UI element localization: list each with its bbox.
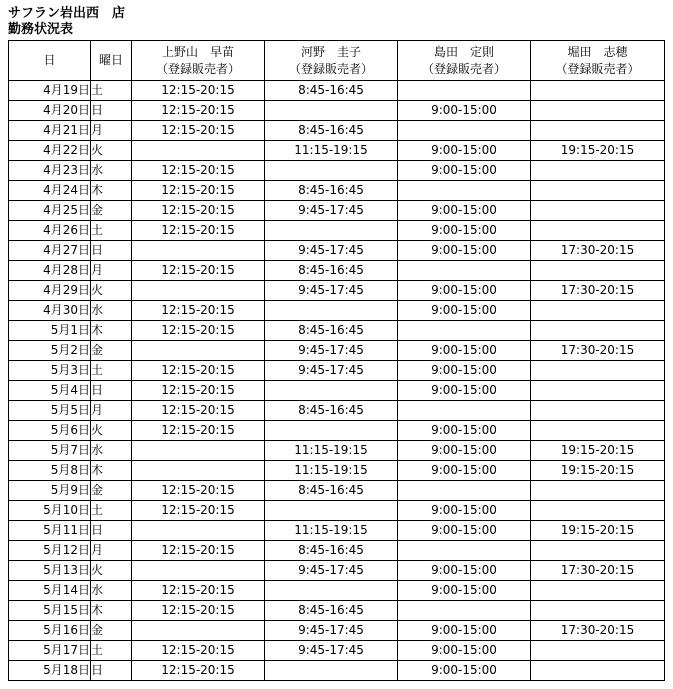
shift-cell-staff-1: 12:15-20:15 [132, 201, 265, 221]
weekday-cell: 月 [91, 121, 132, 141]
weekday-cell: 土 [91, 221, 132, 241]
date-cell: 5月16日 [9, 621, 91, 641]
table-row [9, 201, 665, 221]
weekday-cell: 月 [91, 401, 132, 421]
table-row [9, 141, 665, 161]
shift-cell-staff-4: 17:30-20:15 [531, 561, 665, 581]
date-cell: 4月29日 [9, 281, 91, 301]
date-cell: 5月10日 [9, 501, 91, 521]
shift-cell-staff-3: 9:00-15:00 [398, 421, 531, 441]
weekday-cell: 水 [91, 581, 132, 601]
shift-cell-staff-3: 9:00-15:00 [398, 581, 531, 601]
shift-cell-staff-2: 9:45-17:45 [265, 621, 398, 641]
weekday-cell: 日 [91, 101, 132, 121]
table-row [9, 641, 665, 661]
date-cell: 5月7日 [9, 441, 91, 461]
table-row [9, 541, 665, 561]
shift-cell-staff-3: 9:00-15:00 [398, 101, 531, 121]
shift-cell-staff-2 [265, 501, 398, 521]
shift-cell-staff-4 [531, 641, 665, 661]
schedule-body [9, 81, 665, 681]
date-cell: 4月21日 [9, 121, 91, 141]
staff-role: （登録販売者） [155, 61, 240, 76]
shift-cell-staff-1: 12:15-20:15 [132, 361, 265, 381]
header-row [9, 41, 665, 81]
table-row [9, 161, 665, 181]
table-row [9, 481, 665, 501]
table-row [9, 461, 665, 481]
shift-cell-staff-1: 12:15-20:15 [132, 121, 265, 141]
shift-cell-staff-2 [265, 581, 398, 601]
weekday-cell: 月 [91, 261, 132, 281]
shift-cell-staff-1: 12:15-20:15 [132, 161, 265, 181]
shift-cell-staff-2: 9:45-17:45 [265, 281, 398, 301]
shift-cell-staff-1: 12:15-20:15 [132, 401, 265, 421]
shift-cell-staff-1: 12:15-20:15 [132, 261, 265, 281]
staff-role: （登録販売者） [421, 61, 506, 76]
shift-cell-staff-4: 17:30-20:15 [531, 341, 665, 361]
shift-cell-staff-4 [531, 661, 665, 681]
table-row [9, 561, 665, 581]
shift-cell-staff-1: 12:15-20:15 [132, 181, 265, 201]
shift-cell-staff-3 [398, 541, 531, 561]
weekday-cell: 木 [91, 181, 132, 201]
date-cell: 5月17日 [9, 641, 91, 661]
shift-cell-staff-3: 9:00-15:00 [398, 461, 531, 481]
shift-cell-staff-2: 9:45-17:45 [265, 341, 398, 361]
weekday-cell: 日 [91, 661, 132, 681]
shift-cell-staff-4 [531, 361, 665, 381]
table-row [9, 101, 665, 121]
shift-cell-staff-4 [531, 121, 665, 141]
shift-cell-staff-4 [531, 321, 665, 341]
weekday-cell: 土 [91, 81, 132, 101]
weekday-cell: 月 [91, 541, 132, 561]
weekday-cell: 金 [91, 481, 132, 501]
table-row [9, 421, 665, 441]
shift-cell-staff-1: 12:15-20:15 [132, 101, 265, 121]
date-cell: 4月25日 [9, 201, 91, 221]
header-staff-3 [398, 41, 531, 81]
header-weekday: 曜日 [91, 41, 132, 81]
date-cell: 5月3日 [9, 361, 91, 381]
weekday-cell: 土 [91, 501, 132, 521]
table-row [9, 621, 665, 641]
date-cell: 5月18日 [9, 661, 91, 681]
date-cell: 5月9日 [9, 481, 91, 501]
shift-cell-staff-3: 9:00-15:00 [398, 361, 531, 381]
shift-cell-staff-4: 19:15-20:15 [531, 461, 665, 481]
shift-cell-staff-4 [531, 161, 665, 181]
shift-cell-staff-3: 9:00-15:00 [398, 301, 531, 321]
shift-cell-staff-2 [265, 661, 398, 681]
table-row [9, 121, 665, 141]
date-cell: 5月8日 [9, 461, 91, 481]
date-cell: 5月4日 [9, 381, 91, 401]
table-row [9, 401, 665, 421]
shift-cell-staff-1 [132, 521, 265, 541]
shift-cell-staff-2: 8:45-16:45 [265, 321, 398, 341]
shift-cell-staff-2: 9:45-17:45 [265, 361, 398, 381]
table-row [9, 581, 665, 601]
shift-cell-staff-1: 12:15-20:15 [132, 301, 265, 321]
shift-cell-staff-4 [531, 221, 665, 241]
shift-cell-staff-3 [398, 121, 531, 141]
shift-cell-staff-1 [132, 561, 265, 581]
shift-cell-staff-4 [531, 101, 665, 121]
date-cell: 5月2日 [9, 341, 91, 361]
header-staff-4 [531, 41, 665, 81]
date-cell: 4月28日 [9, 261, 91, 281]
weekday-cell: 金 [91, 341, 132, 361]
shift-cell-staff-2: 9:45-17:45 [265, 641, 398, 661]
table-row [9, 81, 665, 101]
shift-cell-staff-1 [132, 281, 265, 301]
shift-cell-staff-3: 9:00-15:00 [398, 241, 531, 261]
shift-cell-staff-3: 9:00-15:00 [398, 621, 531, 641]
shift-cell-staff-4: 17:30-20:15 [531, 621, 665, 641]
shift-cell-staff-3: 9:00-15:00 [398, 521, 531, 541]
shift-cell-staff-4 [531, 381, 665, 401]
shift-cell-staff-3: 9:00-15:00 [398, 661, 531, 681]
weekday-cell: 金 [91, 621, 132, 641]
shift-cell-staff-2 [265, 301, 398, 321]
shift-cell-staff-2 [265, 381, 398, 401]
date-cell: 4月26日 [9, 221, 91, 241]
shift-cell-staff-4 [531, 261, 665, 281]
shift-cell-staff-2 [265, 101, 398, 121]
schedule-table [8, 40, 665, 681]
weekday-cell: 水 [91, 441, 132, 461]
shift-cell-staff-1 [132, 341, 265, 361]
shift-cell-staff-3 [398, 181, 531, 201]
table-row [9, 601, 665, 621]
shift-cell-staff-4 [531, 581, 665, 601]
date-cell: 4月24日 [9, 181, 91, 201]
shift-cell-staff-3 [398, 261, 531, 281]
shift-cell-staff-2: 8:45-16:45 [265, 181, 398, 201]
shift-cell-staff-2: 8:45-16:45 [265, 121, 398, 141]
header-staff-1 [132, 41, 265, 81]
shift-cell-staff-2: 11:15-19:15 [265, 521, 398, 541]
header-date: 日 [9, 41, 91, 81]
shift-cell-staff-3: 9:00-15:00 [398, 141, 531, 161]
weekday-cell: 木 [91, 321, 132, 341]
shift-cell-staff-3: 9:00-15:00 [398, 381, 531, 401]
shift-cell-staff-3: 9:00-15:00 [398, 561, 531, 581]
shift-cell-staff-4: 17:30-20:15 [531, 281, 665, 301]
date-cell: 4月27日 [9, 241, 91, 261]
date-cell: 5月1日 [9, 321, 91, 341]
weekday-cell: 木 [91, 601, 132, 621]
shift-cell-staff-1: 12:15-20:15 [132, 481, 265, 501]
shift-cell-staff-2: 8:45-16:45 [265, 541, 398, 561]
shift-cell-staff-2: 8:45-16:45 [265, 261, 398, 281]
shift-cell-staff-1: 12:15-20:15 [132, 581, 265, 601]
weekday-cell: 火 [91, 281, 132, 301]
shift-cell-staff-4 [531, 501, 665, 521]
shift-cell-staff-2 [265, 421, 398, 441]
shift-cell-staff-3: 9:00-15:00 [398, 441, 531, 461]
weekday-cell: 土 [91, 641, 132, 661]
shift-cell-staff-3: 9:00-15:00 [398, 201, 531, 221]
shift-cell-staff-1: 12:15-20:15 [132, 421, 265, 441]
date-cell: 4月20日 [9, 101, 91, 121]
table-row [9, 501, 665, 521]
date-cell: 5月11日 [9, 521, 91, 541]
weekday-cell: 日 [91, 521, 132, 541]
date-cell: 5月14日 [9, 581, 91, 601]
table-row [9, 241, 665, 261]
weekday-cell: 水 [91, 301, 132, 321]
shift-cell-staff-3 [398, 401, 531, 421]
shift-cell-staff-3 [398, 81, 531, 101]
table-row [9, 341, 665, 361]
date-cell: 5月12日 [9, 541, 91, 561]
shift-cell-staff-1: 12:15-20:15 [132, 641, 265, 661]
shift-cell-staff-1 [132, 141, 265, 161]
weekday-cell: 日 [91, 241, 132, 261]
shift-cell-staff-1: 12:15-20:15 [132, 601, 265, 621]
shift-cell-staff-3: 9:00-15:00 [398, 641, 531, 661]
shift-cell-staff-3: 9:00-15:00 [398, 281, 531, 301]
date-cell: 4月22日 [9, 141, 91, 161]
staff-role: （登録販売者） [288, 61, 373, 76]
shift-cell-staff-4 [531, 181, 665, 201]
shift-cell-staff-4 [531, 481, 665, 501]
shift-cell-staff-4 [531, 601, 665, 621]
store-title: サフラン岩出西 店 [8, 6, 126, 21]
shift-cell-staff-2: 9:45-17:45 [265, 201, 398, 221]
shift-cell-staff-2: 9:45-17:45 [265, 241, 398, 261]
date-cell: 5月6日 [9, 421, 91, 441]
shift-cell-staff-1: 12:15-20:15 [132, 381, 265, 401]
shift-cell-staff-4: 19:15-20:15 [531, 441, 665, 461]
shift-cell-staff-3: 9:00-15:00 [398, 221, 531, 241]
date-cell: 5月5日 [9, 401, 91, 421]
table-row [9, 281, 665, 301]
shift-cell-staff-3: 9:00-15:00 [398, 501, 531, 521]
shift-cell-staff-4: 19:15-20:15 [531, 521, 665, 541]
shift-cell-staff-3 [398, 601, 531, 621]
date-cell: 4月19日 [9, 81, 91, 101]
shift-cell-staff-4 [531, 81, 665, 101]
header-staff-2 [265, 41, 398, 81]
shift-cell-staff-1 [132, 621, 265, 641]
staff-role: （登録販売者） [555, 61, 640, 76]
shift-cell-staff-2: 8:45-16:45 [265, 401, 398, 421]
weekday-cell: 火 [91, 421, 132, 441]
shift-cell-staff-4: 17:30-20:15 [531, 241, 665, 261]
weekday-cell: 火 [91, 141, 132, 161]
shift-cell-staff-2: 8:45-16:45 [265, 481, 398, 501]
shift-cell-staff-4 [531, 421, 665, 441]
shift-cell-staff-1: 12:15-20:15 [132, 541, 265, 561]
shift-cell-staff-1 [132, 241, 265, 261]
shift-cell-staff-2: 8:45-16:45 [265, 81, 398, 101]
table-row [9, 441, 665, 461]
shift-cell-staff-2 [265, 161, 398, 181]
shift-cell-staff-2: 11:15-19:15 [265, 141, 398, 161]
date-cell: 4月23日 [9, 161, 91, 181]
staff-name: 河野 圭子 [300, 44, 361, 59]
sheet-title: 勤務状況表 [8, 22, 74, 37]
weekday-cell: 水 [91, 161, 132, 181]
shift-cell-staff-4: 19:15-20:15 [531, 141, 665, 161]
shift-cell-staff-1: 12:15-20:15 [132, 661, 265, 681]
table-row [9, 361, 665, 381]
shift-cell-staff-2: 9:45-17:45 [265, 561, 398, 581]
date-cell: 4月30日 [9, 301, 91, 321]
table-row [9, 181, 665, 201]
shift-cell-staff-1: 12:15-20:15 [132, 81, 265, 101]
table-row [9, 661, 665, 681]
shift-cell-staff-2 [265, 221, 398, 241]
table-row [9, 221, 665, 241]
weekday-cell: 金 [91, 201, 132, 221]
weekday-cell: 日 [91, 381, 132, 401]
staff-name: 上野山 早苗 [161, 44, 234, 59]
shift-cell-staff-2: 11:15-19:15 [265, 441, 398, 461]
staff-name: 堀田 志穂 [567, 44, 628, 59]
shift-cell-staff-1: 12:15-20:15 [132, 501, 265, 521]
shift-cell-staff-3 [398, 321, 531, 341]
shift-cell-staff-4 [531, 401, 665, 421]
table-row [9, 381, 665, 401]
shift-cell-staff-2: 8:45-16:45 [265, 601, 398, 621]
weekday-cell: 木 [91, 461, 132, 481]
shift-cell-staff-3 [398, 481, 531, 501]
shift-cell-staff-2: 11:15-19:15 [265, 461, 398, 481]
shift-cell-staff-3: 9:00-15:00 [398, 161, 531, 181]
weekday-cell: 土 [91, 361, 132, 381]
shift-cell-staff-4 [531, 301, 665, 321]
date-cell: 5月15日 [9, 601, 91, 621]
table-row [9, 321, 665, 341]
table-row [9, 261, 665, 281]
shift-cell-staff-1 [132, 461, 265, 481]
staff-name: 島田 定則 [433, 44, 494, 59]
shift-cell-staff-1: 12:15-20:15 [132, 321, 265, 341]
shift-cell-staff-1 [132, 441, 265, 461]
shift-cell-staff-3: 9:00-15:00 [398, 341, 531, 361]
weekday-cell: 火 [91, 561, 132, 581]
date-cell: 5月13日 [9, 561, 91, 581]
shift-cell-staff-1: 12:15-20:15 [132, 221, 265, 241]
shift-cell-staff-4 [531, 201, 665, 221]
table-row [9, 301, 665, 321]
shift-cell-staff-4 [531, 541, 665, 561]
table-row [9, 521, 665, 541]
